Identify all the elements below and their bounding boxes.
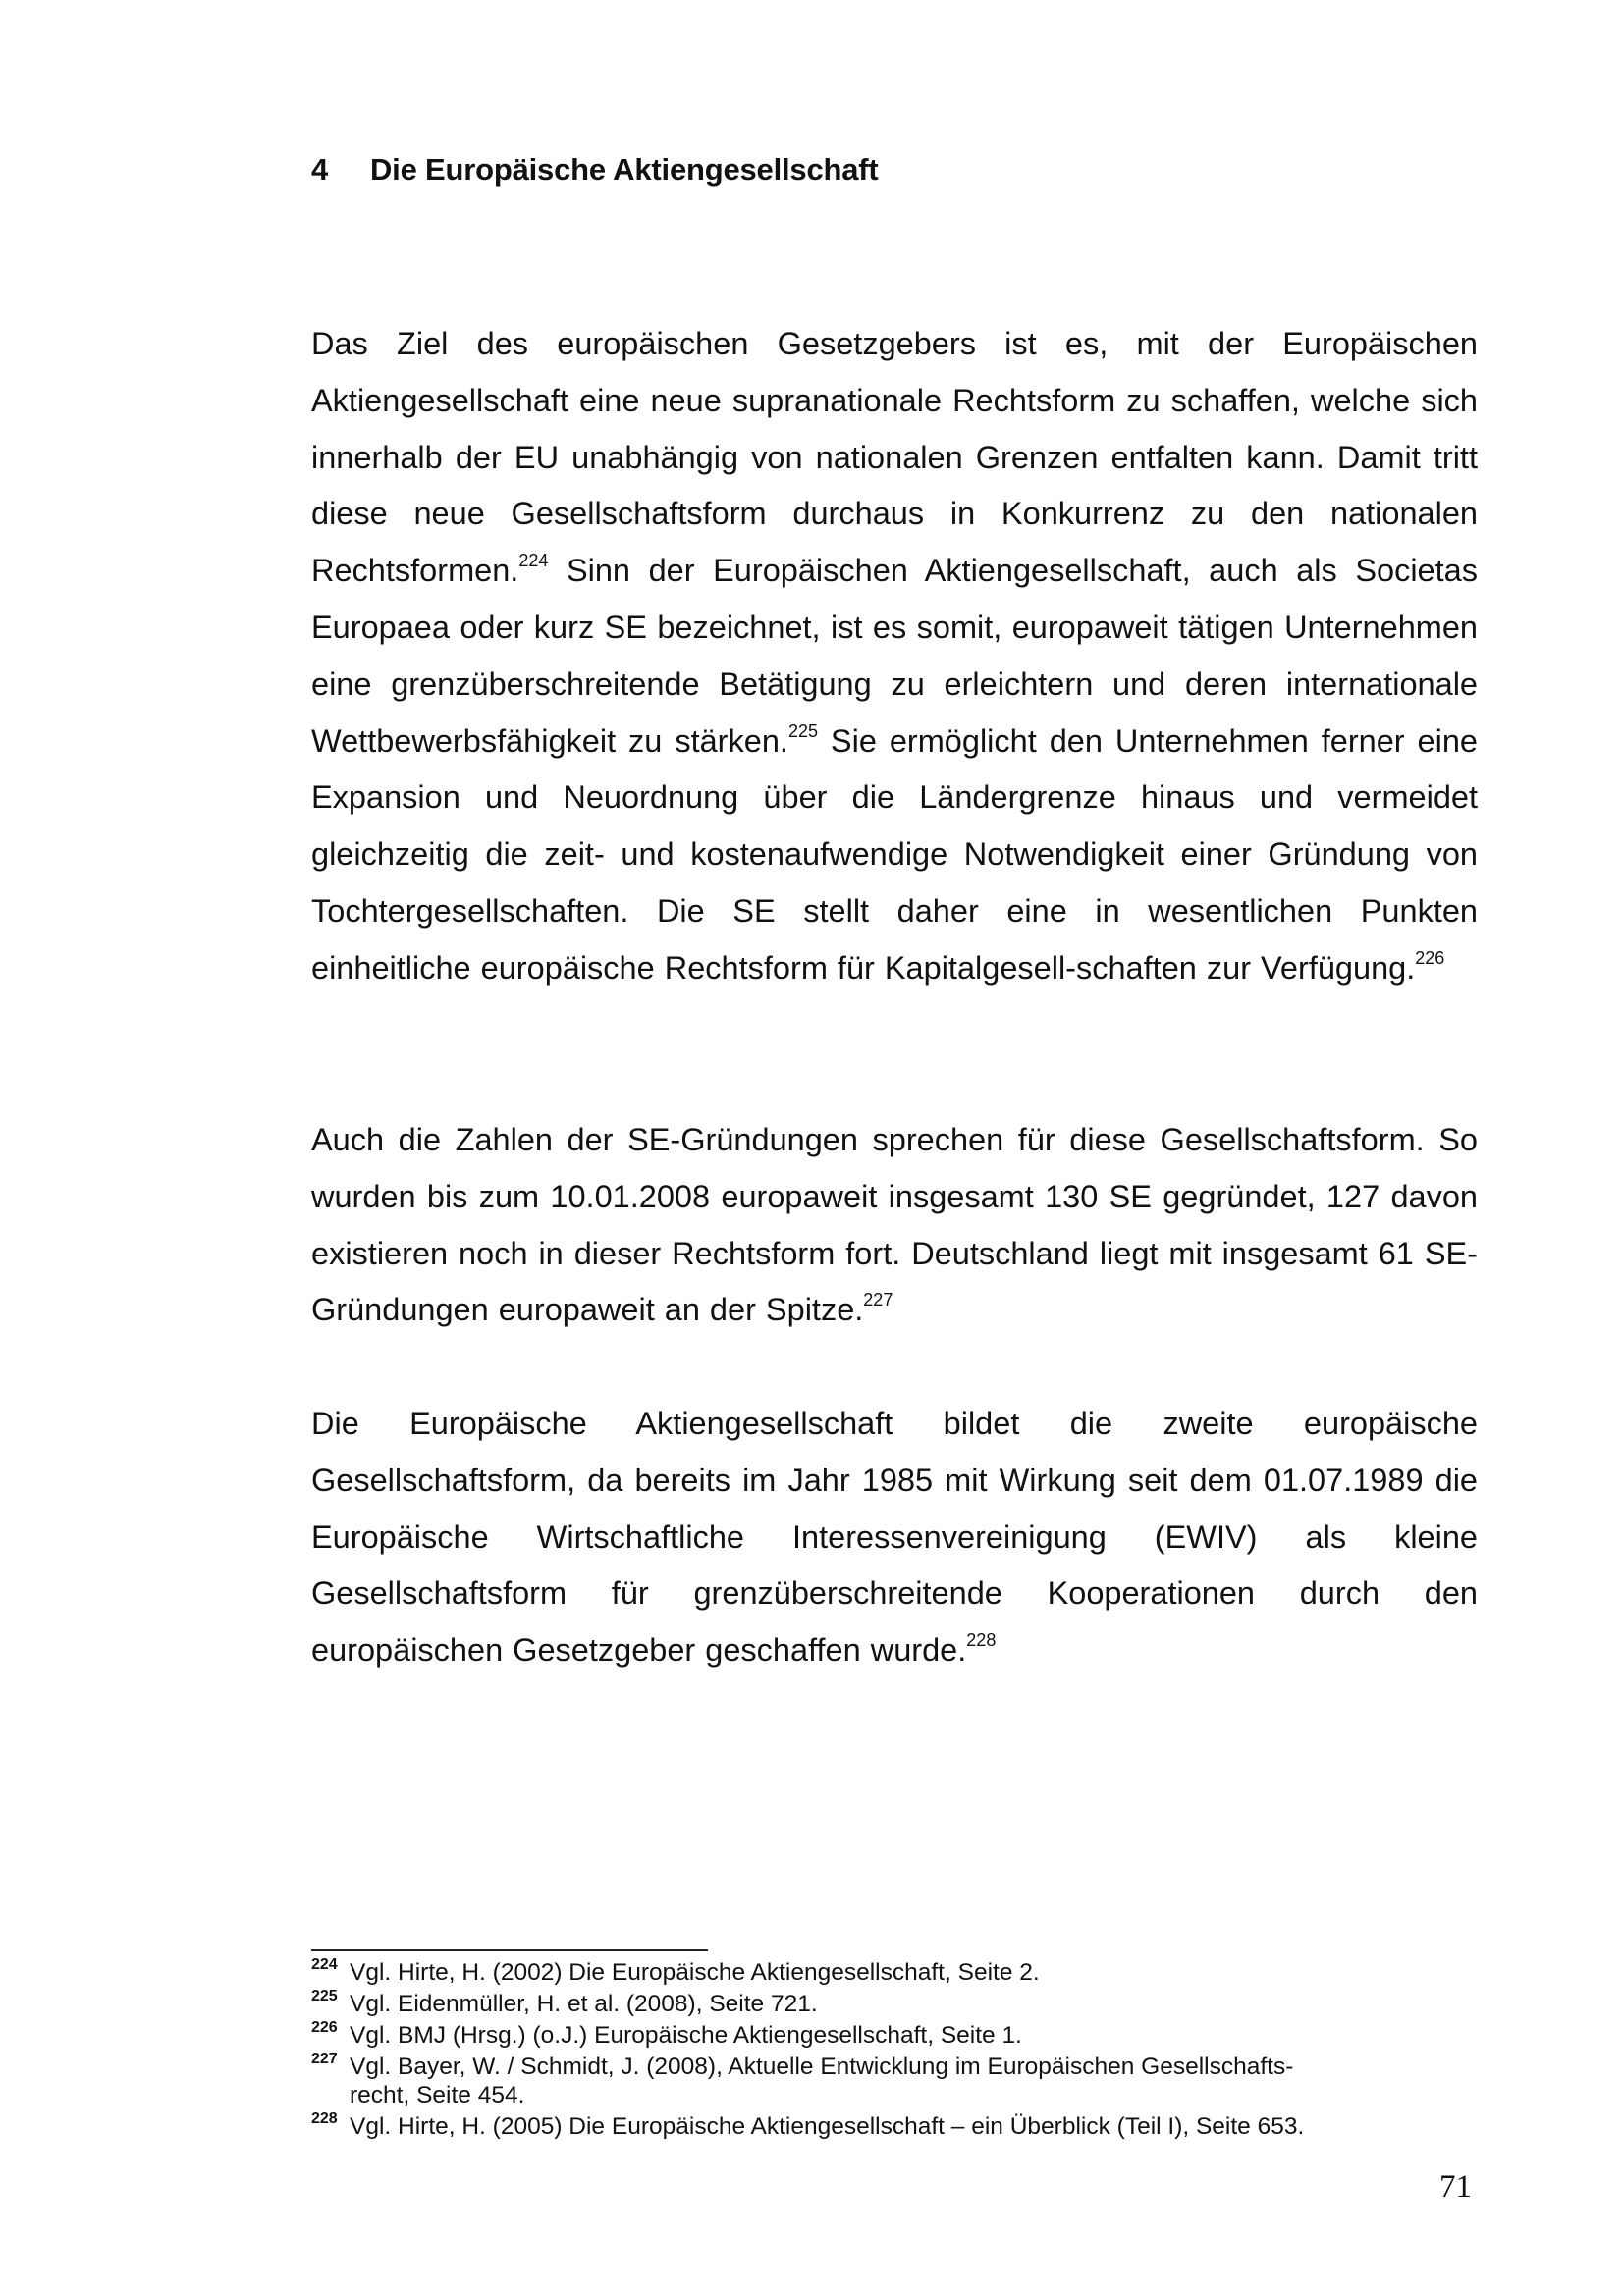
paragraph-3 xyxy=(311,1396,1478,1680)
footnote-reference: 228 xyxy=(966,1630,997,1651)
footnote-text: Vgl. Eidenmüller, H. et al. (2008), Seite 721. xyxy=(350,1991,818,2017)
footnote-number: 228 xyxy=(311,2110,338,2127)
footnotes xyxy=(311,1957,1440,2143)
footnote-reference: 226 xyxy=(1415,947,1445,968)
footnote-text: Vgl. Bayer, W. / Schmidt, J. (2008), Aktuelle Entwicklung im Europäischen Gesellschafts- xyxy=(350,2054,1294,2080)
footnote-number: 226 xyxy=(311,2019,338,2036)
paragraph-2 xyxy=(311,1112,1478,1339)
footnote-number: 224 xyxy=(311,1956,338,1973)
footnote-text: Vgl. Hirte, H. (2005) Die Europäische Aktiengesellschaft – ein Überblick (Teil I), Seite 653. xyxy=(350,2113,1305,2140)
footnote-reference: 225 xyxy=(787,721,818,741)
footnote-reference: 224 xyxy=(518,551,549,571)
footnote-225 xyxy=(311,1989,1440,2020)
paragraph-text: Sinn der Europäischen Aktiengesellschaft, auch als Societas Europaea oder kurz SE bezeichnet, ist es somit, europaweit tätigen Unternehmen eine grenzüberschreitende Betätigung zu erleichtern und deren internationale Wettbewerbsfähigkeit zu stärken. xyxy=(311,553,1478,759)
footnote-reference: 227 xyxy=(863,1290,893,1310)
footnote-text-continuation: recht, Seite 454. xyxy=(350,2082,525,2109)
footnote-224 xyxy=(311,1957,1440,1989)
page-number: 71 xyxy=(1439,2169,1472,2205)
footnote-227 xyxy=(311,2052,1440,2111)
paragraph-text: Auch die Zahlen der SE-Gründungen sprechen für diese Gesellschaftsform. So wurden bis zum 10.01.2008 europaweit insgesamt 130 SE gegründet, 127 davon existieren noch in dieser Rechtsform fort. Deutschland liegt mit insgesamt 61 SE-Gründungen europaweit an der Spitze. xyxy=(311,1122,1478,1328)
chapter-heading xyxy=(311,152,879,187)
chapter-title: Die Europäische Aktiengesellschaft xyxy=(370,152,879,187)
footnote-separator xyxy=(311,1949,708,1951)
paragraph-text: Die Europäische Aktiengesellschaft bildet die zweite europäische Gesellschaftsform, da bereits im Jahr 1985 mit Wirkung seit dem 01.07.1989 die Europäische Wirtschaftliche Interessenvereinigung (EWIV) als kleine Gesellschaftsform für grenzüberschreitende Kooperationen durch den europäischen Gesetzgeber geschaffen wurde. xyxy=(311,1406,1478,1669)
footnote-text: Vgl. BMJ (Hrsg.) (o.J.) Europäische Aktiengesellschaft, Seite 1. xyxy=(350,2022,1022,2049)
footnote-226 xyxy=(311,2020,1440,2052)
chapter-number: 4 xyxy=(311,152,329,187)
footnote-number: 225 xyxy=(311,1988,338,2004)
paragraph-text: Das Ziel des europäischen Gesetzgebers ist es, mit der Europäischen Aktiengesellschaft eine neue supranationale Rechtsform zu schaffen, welche sich innerhalb der EU unabhängig von nationalen Grenzen entfalten kann. Damit tritt diese neue Gesellschaftsform durchaus in Konkurrenz zu den nationalen Rechtsformen. xyxy=(311,326,1478,589)
footnote-228 xyxy=(311,2111,1440,2143)
paragraph-1 xyxy=(311,316,1478,997)
paragraph-text: Sie ermöglicht den Unternehmen ferner eine Expansion und Neuordnung über die Ländergrenze hinaus und vermeidet gleichzeitig die zeit- und kostenaufwendige Notwendigkeit einer Gründung von Tochtergesellschaften. Die SE stellt daher eine in wesentlichen Punkten einheitliche europäische Rechtsform für Kapitalgesell-schaften zur Verfügung. xyxy=(311,722,1479,986)
footnote-number: 227 xyxy=(311,2051,338,2067)
footnote-text: Vgl. Hirte, H. (2002) Die Europäische Aktiengesellschaft, Seite 2. xyxy=(350,1959,1040,1986)
